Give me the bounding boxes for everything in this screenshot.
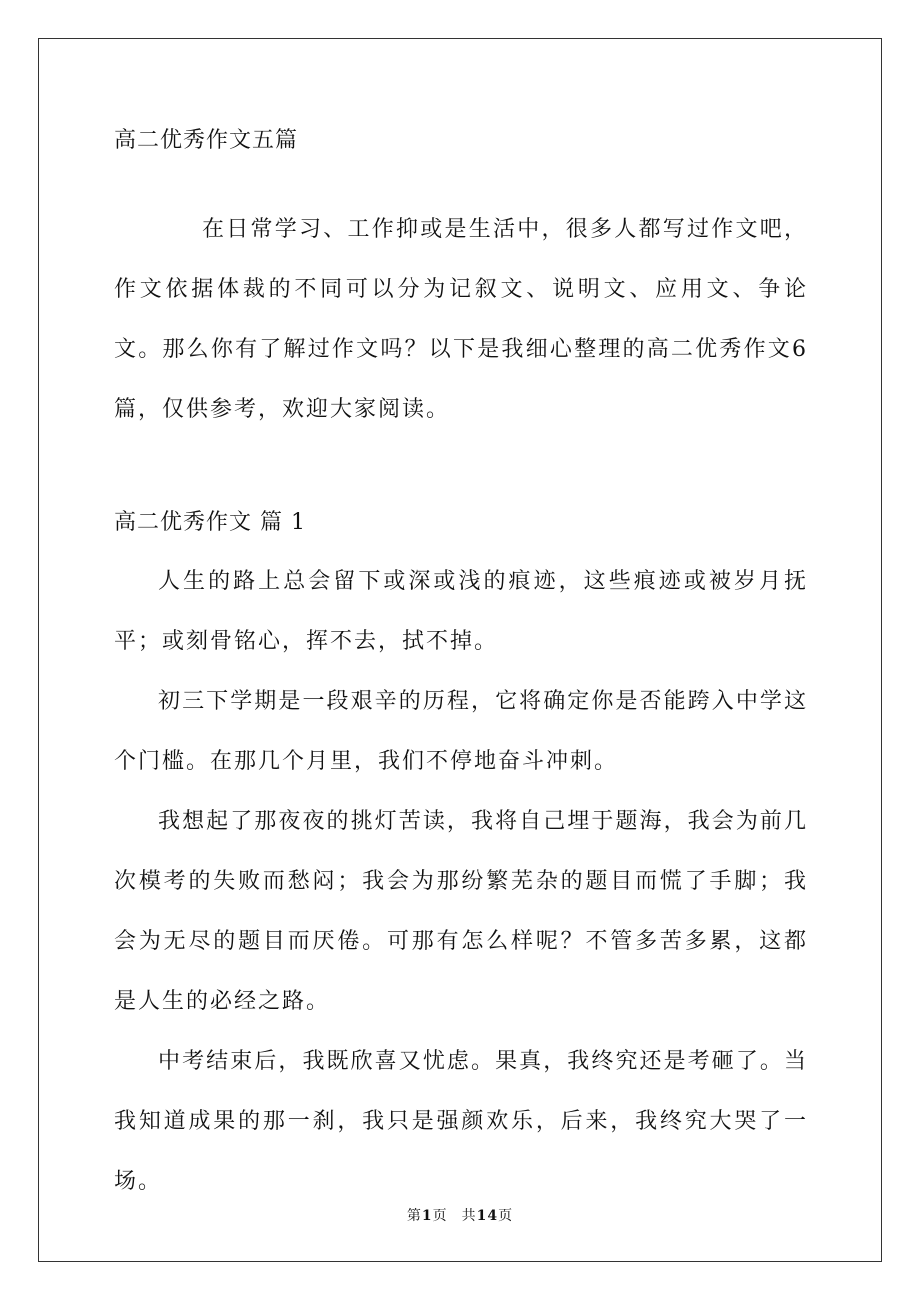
- page-prefix: 第: [406, 1208, 422, 1224]
- section-heading: 高二优秀作文 篇 1: [114, 510, 306, 535]
- page-number: 1: [421, 1208, 433, 1224]
- paragraph-2: 初三下学期是一段艰辛的历程，它将确定你是否能跨入中学这个门槛。在那几个月里，我们不停地奋斗冲刺。: [114, 689, 808, 774]
- paragraph-3: 我想起了那夜夜的挑灯苦读，我将自己埋于题海，我会为前几次模考的失败而愁闷；我会为那纷繁芜杂的题目而慌了手脚；我会为无尽的题目而厌倦。可那有怎么样呢？不管多苦多累，这都是人生的必经之路。: [114, 809, 808, 1014]
- total-pages: 14: [476, 1208, 499, 1224]
- page-suffix: 页: [432, 1208, 448, 1224]
- paragraph-4: 中考结束后，我既欣喜又忧虑。果真，我终究还是考砸了。当我知道成果的那一刹，我只是强颜欢乐，后来，我终究大哭了一场。: [114, 1049, 808, 1194]
- total-suffix: 页: [498, 1208, 514, 1224]
- document-body: [114, 120, 808, 1212]
- total-prefix: 共: [461, 1208, 477, 1224]
- paragraph-1: 人生的路上总会留下或深或浅的痕迹，这些痕迹或被岁月抚平；或刻骨铭心，挥不去，拭不掉。: [114, 569, 808, 654]
- intro-paragraph: 在日常学习、工作抑或是生活中，很多人都写过作文吧，作文依据体裁的不同可以分为记叙文、说明文、应用文、争论文。那么你有了解过作文吗？以下是我细心整理的高二优秀作文6篇，仅供参考，欢迎大家阅读。: [114, 217, 808, 422]
- document-title: 高二优秀作文五篇: [114, 128, 299, 153]
- page-footer: [0, 1205, 920, 1225]
